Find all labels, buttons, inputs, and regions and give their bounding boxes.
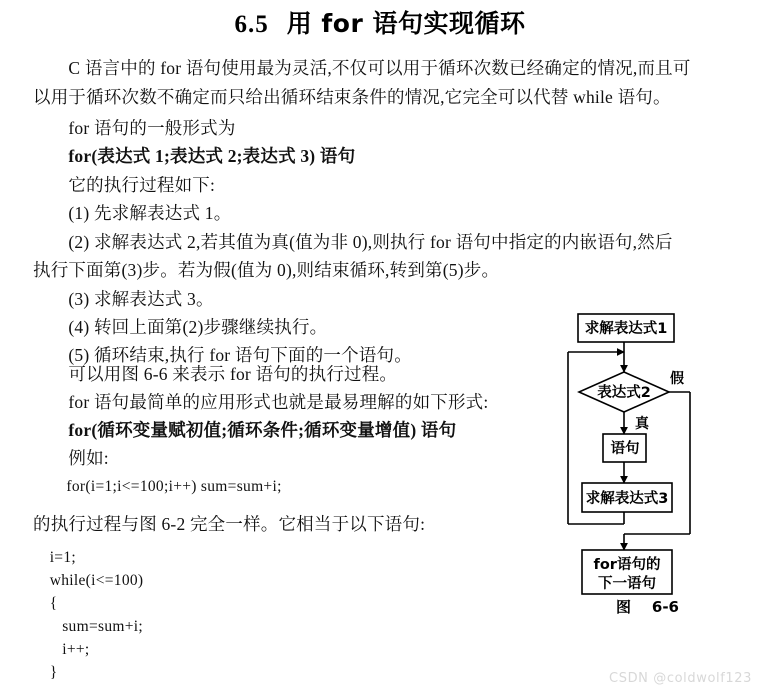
syntax-for-general: for(表达式 1;表达式 2;表达式 3) 语句 — [33, 146, 356, 166]
step-4: (4) 转回上面第(2)步骤继续执行。 — [33, 317, 328, 337]
paragraph-figure-ref: 可以用图 6-6 来表示 for 语句的执行过程。 — [33, 364, 398, 384]
flow-label-box-stmt: 语句 — [610, 441, 640, 457]
flowchart-figure-6-6 — [540, 300, 755, 625]
flow-label-true: 真 — [635, 416, 649, 432]
syntax-for-simple: for(循环变量赋初值;循环条件;循环变量增值) 语句 — [33, 420, 457, 440]
page-title — [0, 4, 760, 40]
paragraph-general-form-lead: for 语句的一般形式为 — [33, 118, 236, 138]
section-title-text: 用 for 语句实现循环 — [286, 9, 526, 38]
code-while-line-5: } — [33, 664, 58, 681]
paragraph-example-lead: 例如: — [33, 448, 109, 468]
watermark-text: CSDN @coldwolf123 — [609, 671, 752, 686]
figure-caption: 图 6-6 — [616, 598, 679, 616]
section-number: 6.5 — [234, 11, 269, 38]
flow-label-box-next-line2: 下一语句 — [598, 576, 656, 592]
paragraph-intro-line1: C 语言中的 for 语句使用最为灵活,不仅可以用于循环次数已经确定的情况,而且可 — [33, 58, 691, 78]
paragraph-equivalence: 的执行过程与图 6-2 完全一样。它相当于以下语句: — [33, 514, 426, 534]
flow-label-box-3: 求解表达式3 — [585, 491, 669, 507]
code-while-line-2: { — [33, 595, 58, 612]
code-while-line-4: i++; — [33, 641, 90, 658]
flow-label-box-next-line1: for语句的 — [593, 557, 661, 573]
code-while-line-0: i=1; — [33, 549, 77, 566]
code-while-line-1: while(i<=100) — [33, 572, 144, 589]
step-3: (3) 求解表达式 3。 — [33, 289, 214, 309]
flow-label-diamond: 表达式2 — [597, 385, 651, 401]
paragraph-simple-form-lead: for 语句最简单的应用形式也就是最易理解的如下形式: — [33, 392, 489, 412]
step-2-line1: (2) 求解表达式 2,若其值为真(值为非 0),则执行 for 语句中指定的内嵌语句,然后 — [33, 232, 673, 252]
step-1: (1) 先求解表达式 1。 — [33, 203, 232, 223]
code-for-statement: for(i=1;i<=100;i++) sum=sum+i; — [33, 478, 282, 495]
step-2-line2: 执行下面第(3)步。若为假(值为 0),则结束循环,转到第(5)步。 — [33, 260, 500, 280]
flow-label-false: 假 — [670, 371, 684, 387]
paragraph-intro-line2: 以用于循环次数不确定而只给出循环结束条件的情况,它完全可以代替 while 语句。 — [33, 87, 671, 107]
flow-label-box-1: 求解表达式1 — [584, 321, 668, 337]
paragraph-exec-lead: 它的执行过程如下: — [33, 175, 216, 195]
code-while-line-3: sum=sum+i; — [33, 618, 143, 635]
step-5: (5) 循环结束,执行 for 语句下面的一个语句。 — [33, 345, 412, 365]
